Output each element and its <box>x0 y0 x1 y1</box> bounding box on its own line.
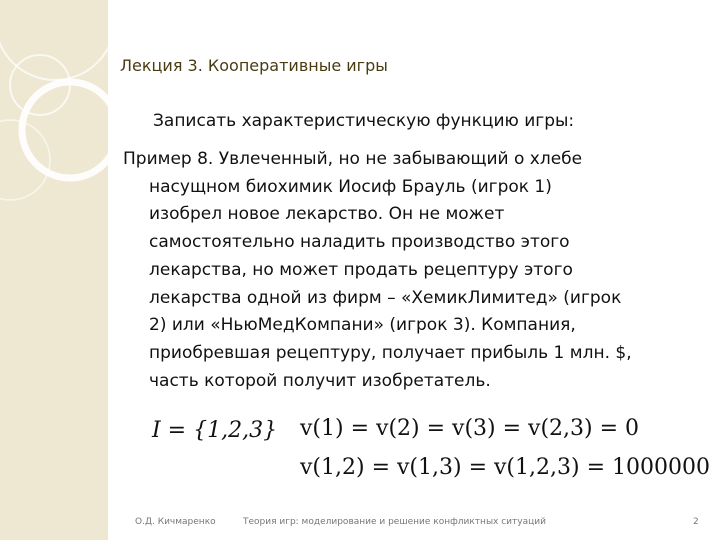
slide-header: Лекция 3. Кооперативные игры <box>120 56 388 75</box>
text-line-8: приобревшая рецептуру, получает прибыль 1 млн. $, <box>149 342 632 363</box>
footer-author: О.Д. Кичмаренко <box>135 517 216 527</box>
text-line-1: . Увлеченный, но не забывающий о хлебе <box>207 149 583 169</box>
text-line-3: изобрел новое лекарство. Он не может <box>149 204 505 225</box>
footer-course: Теория игр: моделирование и решение конфликтных ситуаций <box>243 517 546 527</box>
decorative-circles-graphic <box>0 0 108 540</box>
players-set-formula: I = {1,2,3} <box>152 418 278 443</box>
example-text <box>123 146 708 395</box>
example-label: Пример 8 <box>123 149 208 169</box>
zero-value-formula: v(1) = v(2) = v(3) = v(2,3) = 0 <box>300 416 640 441</box>
text-line-2: насущном биохимик Иосиф Брауль (игрок 1) <box>149 176 552 197</box>
text-line-9: часть которой получит изобретатель. <box>149 370 491 391</box>
example-first-line <box>123 146 708 174</box>
text-line-4: самостоятельно наладить производство этого <box>149 232 570 253</box>
text-line-7: 2) или «НьюМедКомпани» (игрок 3). Компания, <box>149 315 576 336</box>
footer-page-number: 2 <box>693 517 699 527</box>
decorative-sidebar <box>0 0 108 540</box>
text-line-6: лекарства одной из фирм – «ХемикЛимитед» (игрок <box>149 287 622 308</box>
text-line-5: лекарства, но может продать рецептуру этого <box>149 259 573 280</box>
task-title: Записать характеристическую функцию игры: <box>153 111 575 131</box>
profit-value-formula: v(1,2) = v(1,3) = v(1,2,3) = 1000000 <box>300 455 710 480</box>
